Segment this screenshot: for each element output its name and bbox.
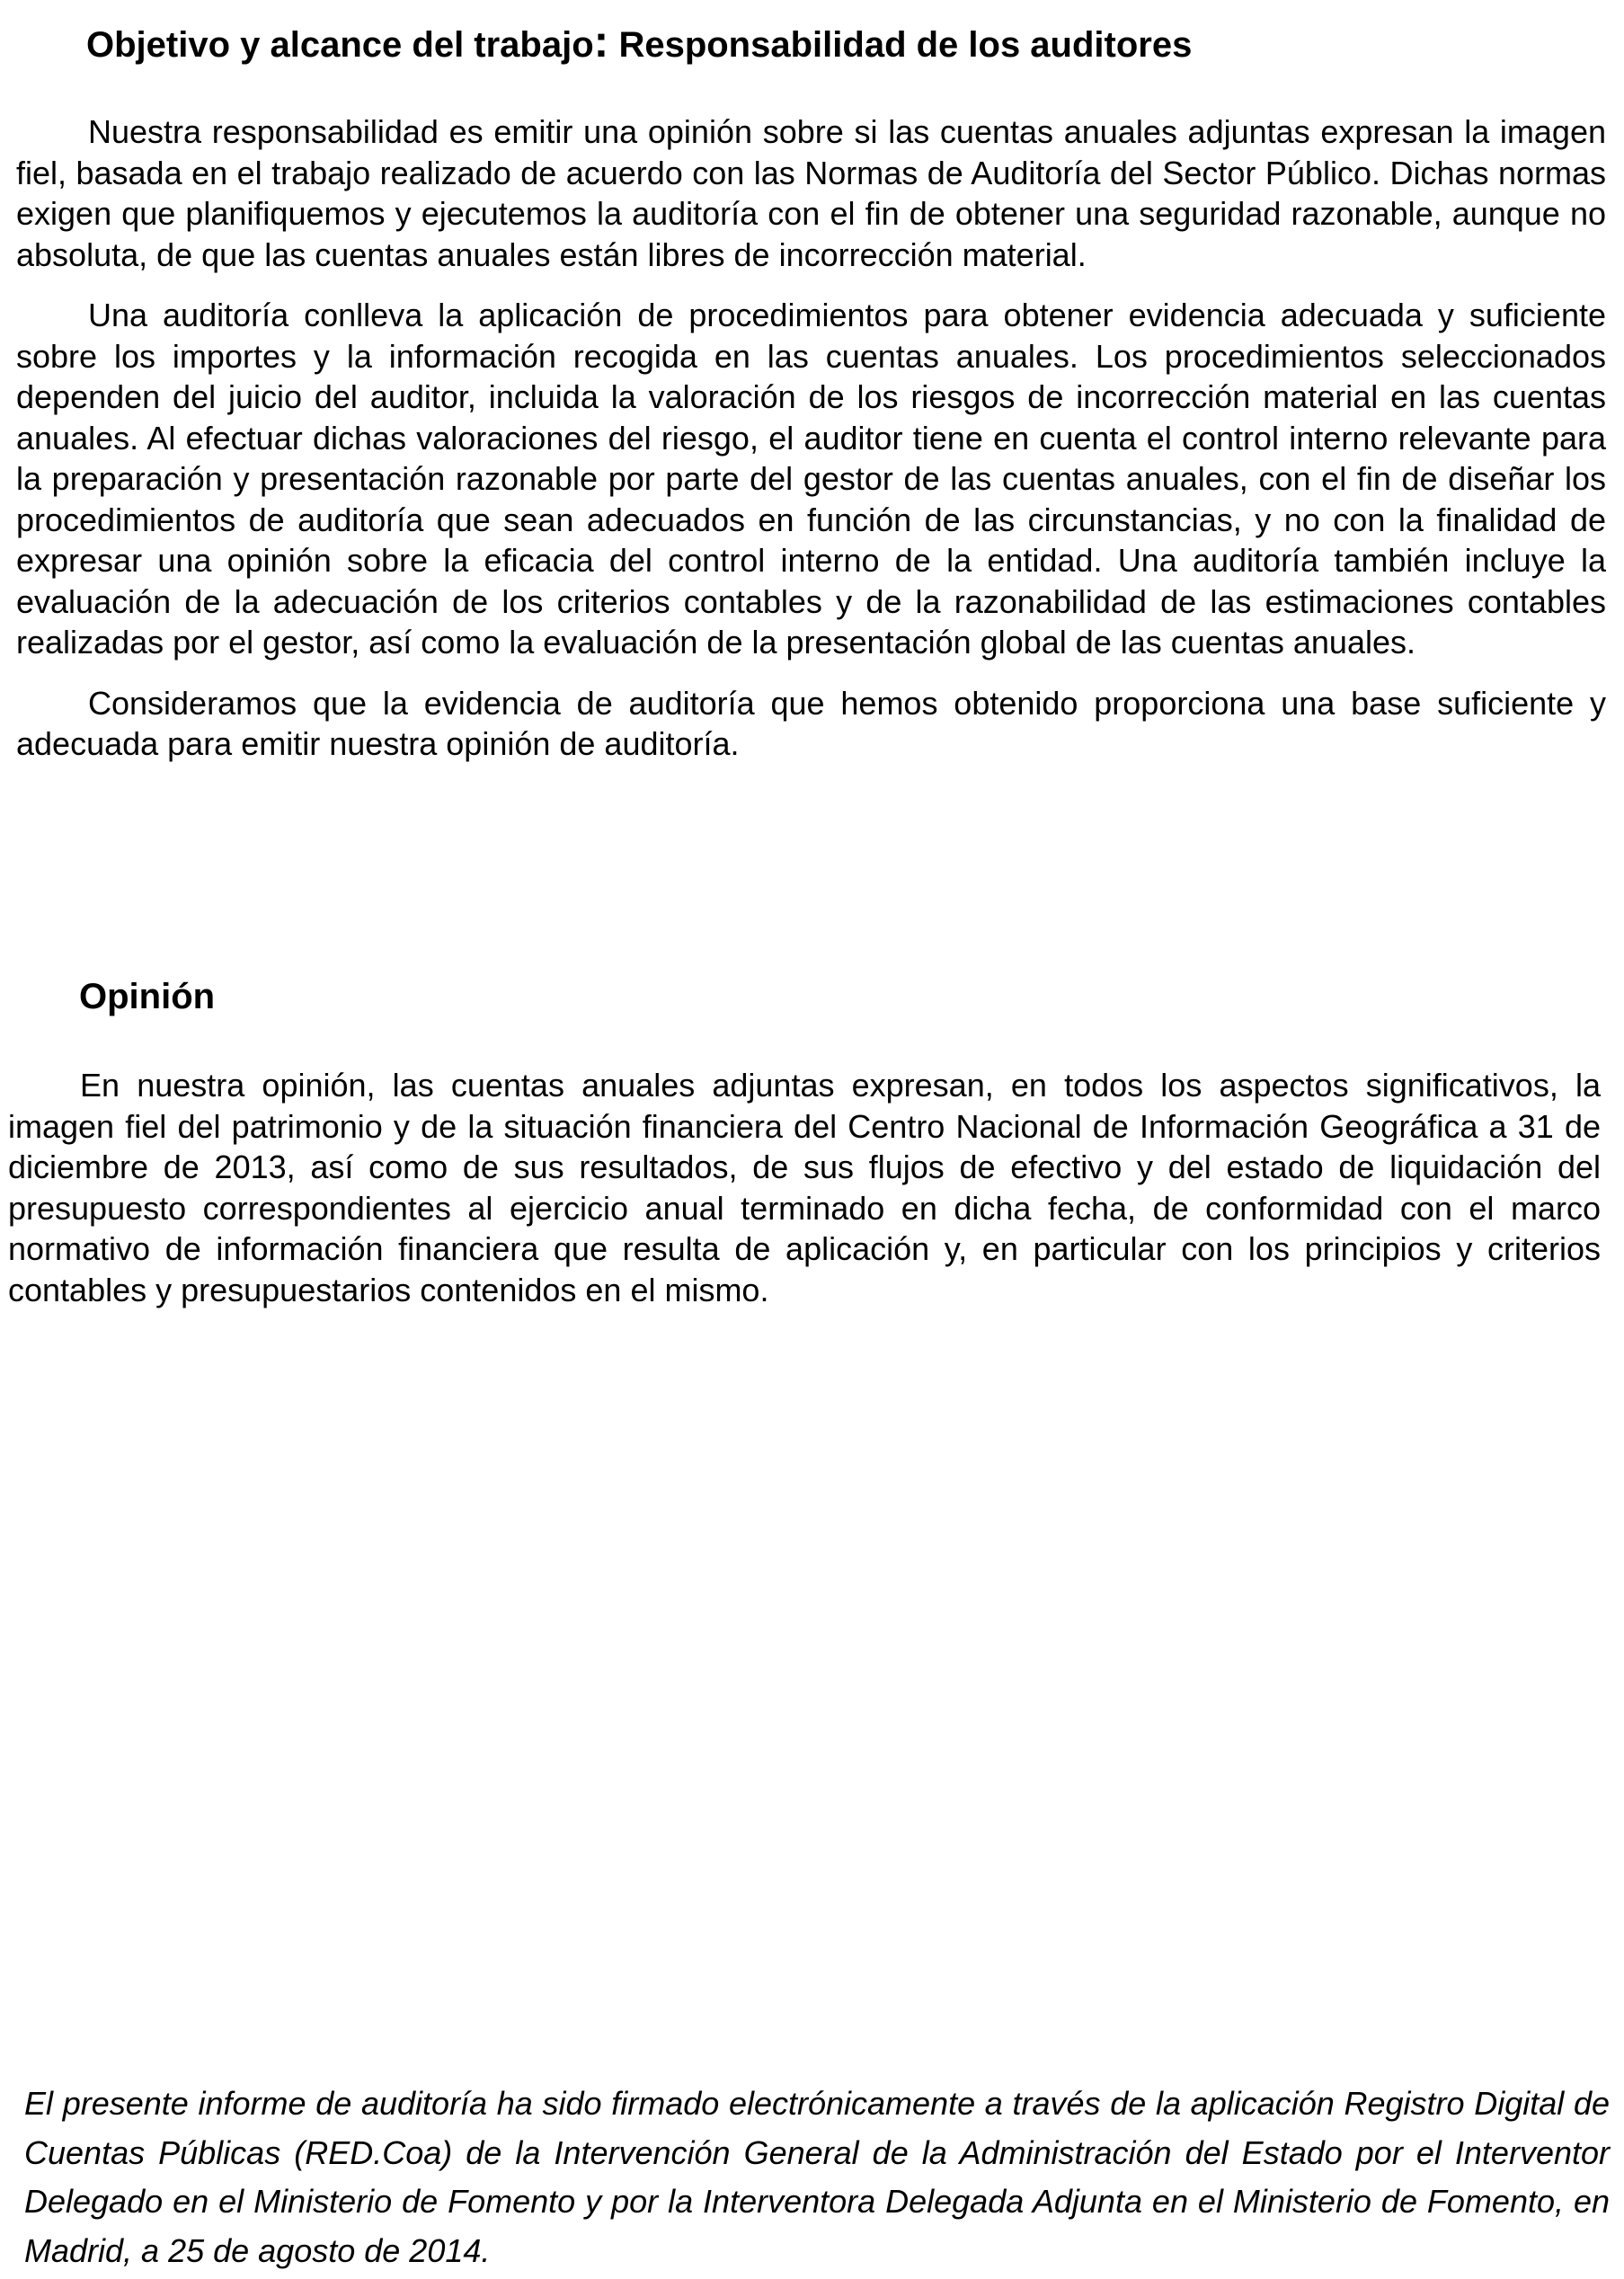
paragraph-opinion: En nuestra opinión, las cuentas anuales adjuntas expresan, en todos los aspectos significativos, la imagen fiel del patrimonio y de la situación financiera del Centro Nacional de Información Geográfica a 31 de diciembre de 2013, así como de sus resultados, de sus flujos de efectivo y del estado de liquidación del presupuesto correspondientes al ejercicio anual terminado en dicha fecha, de conformidad con el marco normativo de información financiera que resulta de aplicación y, en particular con los principios y criterios contables y presupuestarios contenidos en el mismo. (8, 1067, 1601, 1308)
section-heading-opinion: Opinión (79, 977, 216, 1016)
section-heading-responsabilidad (86, 16, 1193, 67)
heading-part-responsabilidad: Responsabilidad de los auditores (618, 25, 1193, 65)
paragraph-responsabilidad: Nuestra responsabilidad es emitir una opinión sobre si las cuentas anuales adjuntas expresan la imagen fiel, basada en el trabajo realizado de acuerdo con las Normas de Auditoría del Sector Público. Dichas normas exigen que planifiquemos y ejecutemos la auditoría con el fin de obtener una seguridad razonable, aunque no absoluta, de que las cuentas anuales están libres de incorrección material. (16, 113, 1606, 273)
paragraph-evidencia: Consideramos que la evidencia de auditoría que hemos obtenido proporciona una base suficiente y adecuada para emitir nuestra opinión de auditoría. (16, 684, 1606, 762)
signature-note: El presente informe de auditoría ha sido firmado electrónicamente a través de la aplicación Registro Digital de Cuentas Públicas (RED.Coa) de la Intervención General de la Administración del Estado por el Interventor Delegado en el Ministerio de Fomento y por la Interventora Delegada Adjunta en el Ministerio de Fomento, en Madrid, a 25 de agosto de 2014. (24, 2085, 1610, 2269)
opinion-body (8, 1065, 1601, 1310)
heading-colon: : (593, 16, 609, 67)
heading-part-objetivo: Objetivo y alcance del trabajo (86, 25, 594, 65)
paragraph-procedimientos: Una auditoría conlleva la aplicación de procedimientos para obtener evidencia adecuada y suficiente sobre los importes y la información recogida en las cuentas anuales. Los procedimientos seleccionados dependen del juicio del auditor, incluida la valoración de los riesgos de incorrección material en las cuentas anuales. Al efectuar dichas valoraciones del riesgo, el auditor tiene en cuenta el control interno relevante para la preparación y presentación razonable por parte del gestor de las cuentas anuales, con el fin de diseñar los procedimientos de auditoría que sean adecuados en función de las circunstancias, y no con la finalidad de expresar una opinión sobre la eficacia del control interno de la entidad. Una auditoría también incluye la evaluación de la adecuación de los criterios contables y de la razonabilidad de las estimaciones contables realizadas por el gestor, así como la evaluación de la presentación global de las cuentas anuales. (16, 297, 1606, 661)
responsabilidad-body (16, 111, 1606, 765)
